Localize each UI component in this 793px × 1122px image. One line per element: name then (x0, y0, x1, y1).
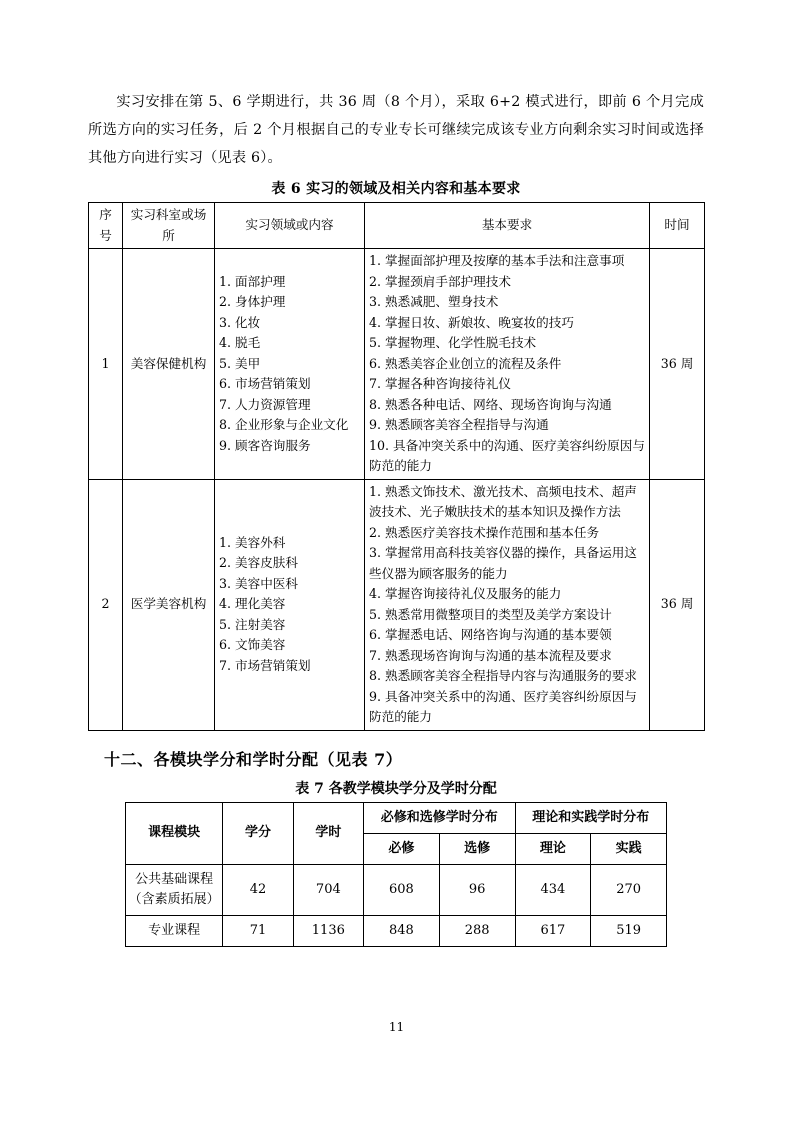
row2-field-3: 3. 美容中医科 (219, 575, 298, 591)
row1-req-7: 7. 掌握各种咨询接待礼仪 (369, 376, 511, 391)
table6-header-no: 序号 (89, 203, 123, 249)
row1-req-1: 1. 掌握面部护理及按摩的基本手法和注意事项 (369, 253, 625, 268)
row2-req-7: 7. 熟悉现场咨询询与沟通的基本流程及要求 (369, 647, 612, 663)
row1-field-3: 3. 化妆 (219, 314, 261, 330)
row1-field-2: 2. 身体护理 (219, 294, 286, 309)
t7-row2-required: 848 (364, 915, 440, 946)
row1-req-3: 3. 熟悉减肥、塑身技术 (369, 294, 499, 309)
row2-field-6: 6. 文饰美容 (219, 637, 286, 653)
table-row (89, 249, 705, 480)
t7-row1-credit: 42 (223, 864, 293, 915)
table7-header-theory: 理论 (515, 833, 591, 864)
table6-header-row (89, 203, 705, 249)
t7-row1-theory: 434 (515, 864, 591, 915)
row2-place (123, 479, 215, 730)
table6-header-fields: 实习领域或内容 (215, 203, 365, 249)
t7-row2-credit: 71 (223, 915, 293, 946)
table7-header-practice: 实践 (591, 833, 667, 864)
row1-field-7: 7. 人力资源管理 (219, 396, 311, 412)
row1-req-10: 10. 具备冲突关系中的沟通、医疗美容纠纷原因与防范的能力 (369, 437, 645, 473)
row2-req-6: 6. 掌握悉电话、网络咨询与沟通的基本要领 (369, 627, 612, 642)
row1-req-8: 8. 熟悉各种电话、网络、现场咨询询与沟通 (369, 396, 612, 412)
table6-header-time: 时间 (650, 203, 705, 249)
table7-header-hours: 学时 (293, 802, 363, 864)
table6-caption: 表 6 实习的领域及相关内容和基本要求 (271, 181, 521, 197)
t7-row1-required: 608 (364, 864, 440, 915)
table-row (125, 864, 666, 915)
row1-place-text: 美容保健机构 (130, 355, 207, 371)
table7-header-group1: 必修和选修学时分布 (364, 802, 516, 833)
table7-caption: 表 7 各教学模块学分及学时分配 (295, 780, 497, 797)
table6-header-requirements: 基本要求 (365, 203, 650, 249)
t7-row1-module-line2: （含素质拓展） (128, 891, 220, 907)
table-row (125, 915, 666, 946)
row1-field-8: 8. 企业形象与企业文化 (219, 417, 349, 432)
intro-paragraph: 实习安排在第 5、6 学期进行，共 36 周（8 个月），采取 6+2 模式进行，即前 6 个月完成所选方向的实习任务，后 2 个月根据自己的专业专长可继续完成该专业方向剩余实习时间或选择其他方向进行实习（见表 6）。 (88, 94, 704, 166)
row2-req-1: 1. 熟悉文饰技术、激光技术、高频电技术、超声波技术、光子嫩肤技术的基本知识及操作方法 (369, 483, 637, 519)
row1-fields (215, 249, 365, 480)
table7-header-group2: 理论和实践学时分布 (515, 802, 667, 833)
table6-header-place: 实习科室或场所 (123, 203, 215, 249)
row2-req-3: 3. 掌握常用高科技美容仪器的操作，具备运用这些仪器为顾客服务的能力 (369, 545, 637, 581)
row1-requirements (365, 249, 650, 480)
row1-field-6: 6. 市场营销策划 (219, 376, 311, 391)
row1-time: 36 周 (650, 249, 705, 480)
t7-row1-elective: 96 (439, 864, 515, 915)
row2-req-4: 4. 掌握咨询接待礼仪及服务的能力 (369, 586, 562, 601)
row1-field-5: 5. 美甲 (219, 355, 261, 371)
row1-req-9: 9. 熟悉顾客美容全程指导与沟通 (369, 417, 549, 432)
row2-requirements (365, 479, 650, 730)
row1-req-6: 6. 熟悉美容企业创立的流程及条件 (369, 355, 562, 371)
t7-row1-practice: 270 (591, 864, 667, 915)
row2-field-5: 5. 注射美容 (219, 616, 286, 632)
table7-header-required: 必修 (364, 833, 440, 864)
table7-header-elective: 选修 (439, 833, 515, 864)
page-content (88, 88, 704, 947)
row2-field-7: 7. 市场营销策划 (219, 657, 311, 673)
row2-time: 36 周 (650, 479, 705, 730)
t7-row2-practice: 519 (591, 915, 667, 946)
t7-row2-hours: 1136 (293, 915, 363, 946)
row2-field-4: 4. 理化美容 (219, 596, 286, 612)
row2-field-1: 1. 美容外科 (219, 534, 286, 550)
page-number: 11 (388, 1020, 405, 1034)
row1-field-4: 4. 脱毛 (219, 335, 261, 350)
t7-row1-hours: 704 (293, 864, 363, 915)
row1-req-2: 2. 掌握颈肩手部护理技术 (369, 273, 511, 289)
row2-req-8: 8. 熟悉顾客美容全程指导内容与沟通服务的要求 (369, 668, 637, 683)
row1-no: 1 (89, 249, 123, 480)
row2-req-5: 5. 熟悉常用微整项目的类型及美学方案设计 (369, 606, 612, 622)
row1-req-4: 4. 掌握日妆、新娘妆、晚宴妆的技巧 (369, 314, 574, 330)
t7-row2-theory: 617 (515, 915, 591, 946)
row2-req-2: 2. 熟悉医疗美容技术操作范围和基本任务 (369, 524, 600, 540)
table7-header-module: 课程模块 (125, 802, 222, 864)
row2-field-2: 2. 美容皮肤科 (219, 555, 298, 571)
row2-fields (215, 479, 365, 730)
t7-row1-module-line1: 公共基础课程 (135, 871, 214, 887)
t7-row1-module (125, 864, 222, 915)
table6 (88, 202, 705, 731)
t7-row2-elective: 288 (439, 915, 515, 946)
row2-place-text: 医学美容机构 (130, 596, 207, 612)
t7-row2-module: 专业课程 (125, 915, 222, 946)
table-row (89, 479, 705, 730)
row2-no: 2 (89, 479, 123, 730)
table7-header-credit: 学分 (223, 802, 293, 864)
row1-place (123, 249, 215, 480)
table7-header-row-1 (125, 802, 666, 833)
row2-req-9: 9. 具备冲突关系中的沟通、医疗美容纠纷原因与防范的能力 (369, 688, 637, 724)
section-title: 十二、各模块学分和学时分配（见表 7） (104, 749, 403, 769)
row1-field-9: 9. 顾客咨询服务 (219, 437, 311, 453)
row1-field-1: 1. 面部护理 (219, 273, 286, 289)
row1-req-5: 5. 掌握物理、化学性脱毛技术 (369, 335, 537, 350)
table7 (125, 802, 667, 947)
